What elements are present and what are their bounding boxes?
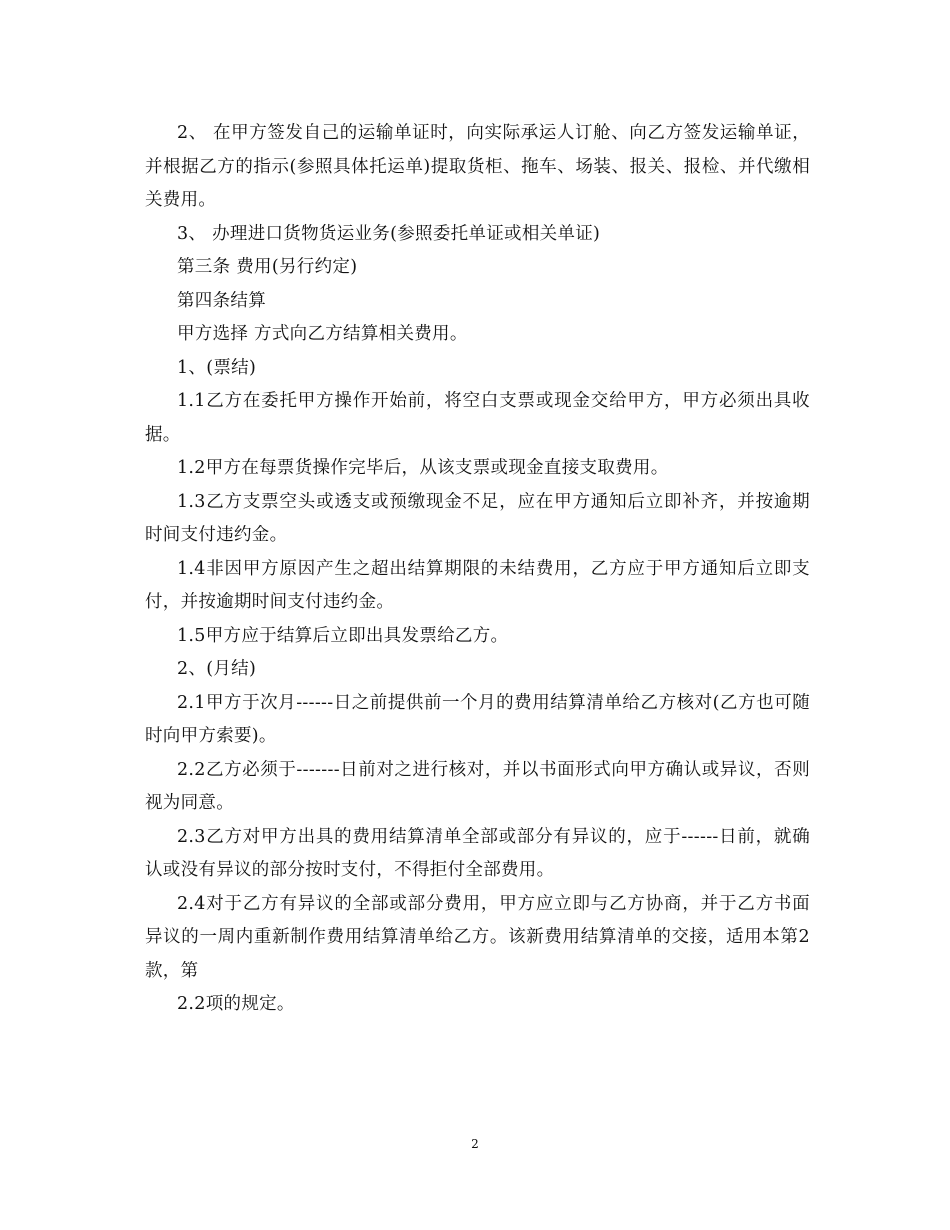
section-1-heading: 1、(票结) — [177, 357, 257, 378]
settlement-method-paragraph: 甲方选择 方式向乙方结算相关费用。 — [177, 324, 468, 344]
section-2-heading: 2、(月结) — [177, 659, 257, 679]
clause-1-4: 1.4非因甲方原因产生之超出结算期限的未结费用，乙方应于甲方通知后立即支付，并按逾期时间支付违约金。 — [145, 558, 810, 612]
article-4-heading: 第四条结算 — [177, 290, 266, 311]
clause-2-4: 2.4对于乙方有异议的全部或部分费用，甲方应立即与乙方协商，并于乙方书面异议的一周内重新制作费用结算清单给乙方。该新费用结算清单的交接，适用本第2款，第 — [145, 893, 810, 981]
page-number: 2 — [471, 1137, 479, 1151]
clause-1-2: 1.2甲方在每票货操作完毕后，从该支票或现金直接支取费用。 — [177, 458, 669, 478]
clause-2-2: 2.2乙方必须于-------日前对之进行核对，并以书面形式向甲方确认或异议，否则视为同意。 — [145, 759, 810, 813]
document-body — [145, 117, 810, 1022]
paragraph-3-import-business: 3、 办理进口货物货运业务(参照委托单证或相关单证) — [177, 223, 601, 244]
clause-1-3: 1.3乙方支票空头或透支或预缴现金不足，应在甲方通知后立即补齐，并按逾期时间支付违约金。 — [145, 491, 810, 545]
clause-2-1: 2.1甲方于次月------日之前提供前一个月的费用结算清单给乙方核对(乙方也可随时向甲方索要)。 — [145, 692, 810, 746]
paragraph-2-shipping-documents: 2、 在甲方签发自己的运输单证时，向实际承运人订舱、向乙方签发运输单证，并根据乙方的指示(参照具体托运单)提取货柜、拖车、场装、报关、报检、并代缴相关费用。 — [145, 123, 810, 210]
clause-1-1: 1.1乙方在委托甲方操作开始前，将空白支票或现金交给甲方，甲方必须出具收据。 — [145, 391, 810, 445]
article-3-heading: 第三条 费用(另行约定) — [177, 257, 358, 277]
clause-1-5: 1.5甲方应于结算后立即出具发票给乙方。 — [177, 625, 509, 646]
clause-2-2-reference: 2.2项的规定。 — [177, 994, 295, 1014]
clause-2-3: 2.3乙方对甲方出具的费用结算清单全部或部分有异议的，应于------日前，就确认或没有异议的部分按时支付，不得拒付全部费用。 — [145, 826, 810, 880]
